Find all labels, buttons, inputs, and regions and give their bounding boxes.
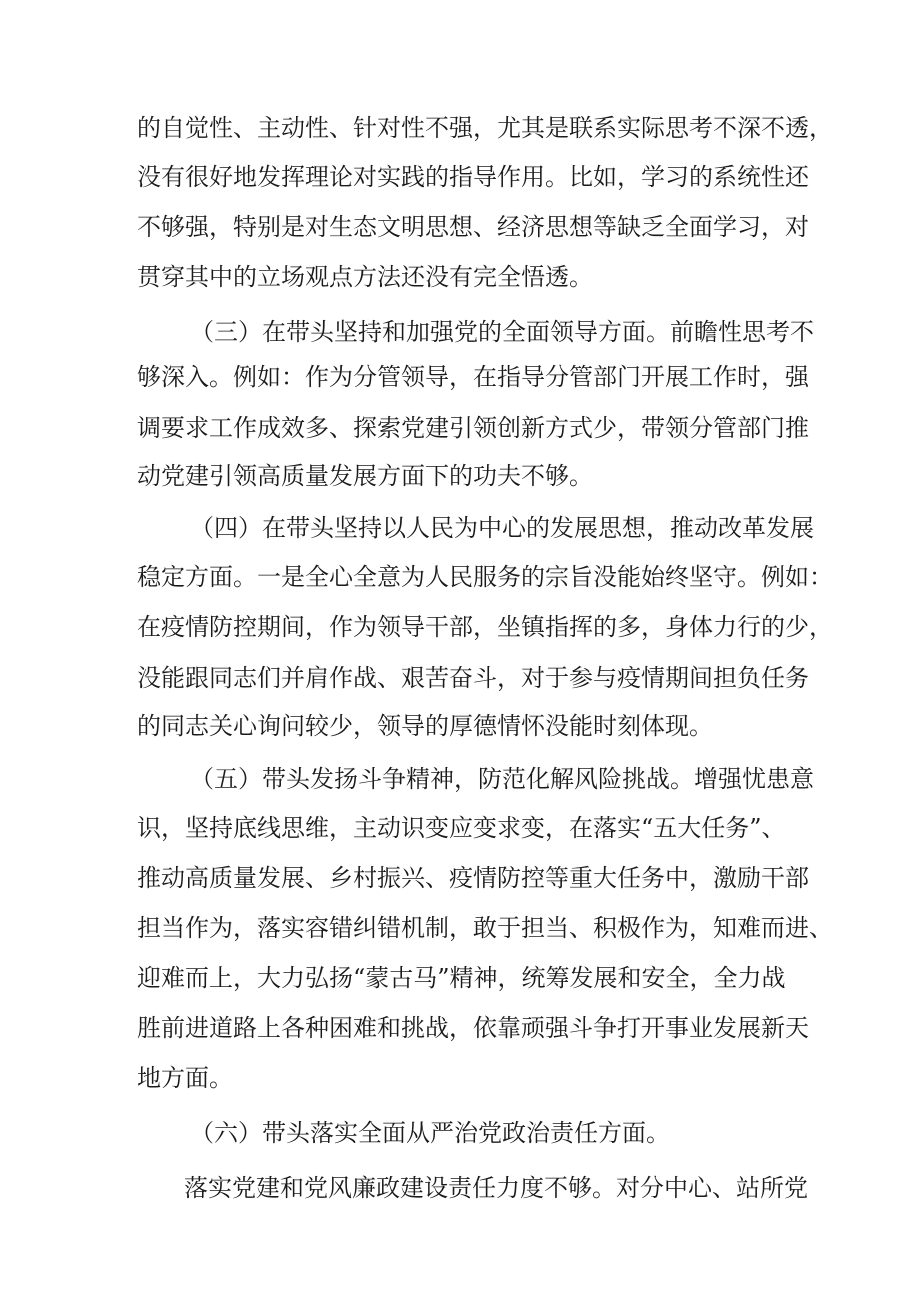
text-line: 担当作为，落实容错纠错机制，敢于担当、积极作为，知难而进、 [137, 914, 833, 942]
text-line: 够深入。例如：作为分管领导，在指导分管部门开展工作时，强 [137, 363, 809, 391]
text-line: 推动高质量发展、乡村振兴、疫情防控等重大任务中，激励干部 [137, 864, 809, 892]
text-line: 在疫情防控期间，作为领导干部，坐镇指挥的多，身体力行的少， [137, 613, 833, 641]
text-line: 迎难而上，大力弘扬“蒙古马”精神，统筹发展和安全，全力战 [137, 964, 786, 992]
text-line: （三）在带头坚持和加强党的全面领导方面。前瞻性思考不 [190, 318, 814, 346]
text-line: 不够强，特别是对生态文明思想、经济思想等缺乏全面学习，对 [137, 213, 809, 241]
text-line: 的同志关心询问较少，领导的厚德情怀没能时刻体现。 [137, 712, 713, 740]
text-line: 没能跟同志们并肩作战、艰苦奋斗，对于参与疫情期间担负任务 [137, 664, 809, 692]
text-line: 稳定方面。一是全心全意为人民服务的宗旨没能始终坚守。例如： [137, 563, 833, 591]
text-line: （五）带头发扬斗争精神，防范化解风险挑战。增强忧患意 [190, 765, 814, 793]
text-line: 调要求工作成效多、探索党建引领创新方式少，带领分管部门推 [137, 414, 809, 442]
text-line: 动党建引领高质量发展方面下的功夫不够。 [137, 462, 593, 490]
text-line: 没有很好地发挥理论对实践的指导作用。比如，学习的系统性还 [137, 163, 809, 191]
text-line: 的自觉性、主动性、针对性不强，尤其是联系实际思考不深不透， [137, 114, 833, 142]
text-line: 胜前进道路上各种困难和挑战，依靠顽强斗争打开事业发展新天 [137, 1014, 809, 1042]
text-line: （六）带头落实全面从严治党政治责任方面。 [190, 1119, 670, 1147]
text-line: 落实党建和党风廉政建设责任力度不够。对分中心、站所党 [184, 1174, 808, 1202]
text-line: （四）在带头坚持以人民为中心的发展思想，推动改革发展 [190, 514, 814, 542]
text-line: 识，坚持底线思维，主动识变应变求变，在落实“五大任务”、 [137, 814, 786, 842]
text-line: 贯穿其中的立场观点方法还没有完全悟透。 [137, 263, 593, 291]
text-line: 地方面。 [137, 1064, 233, 1092]
